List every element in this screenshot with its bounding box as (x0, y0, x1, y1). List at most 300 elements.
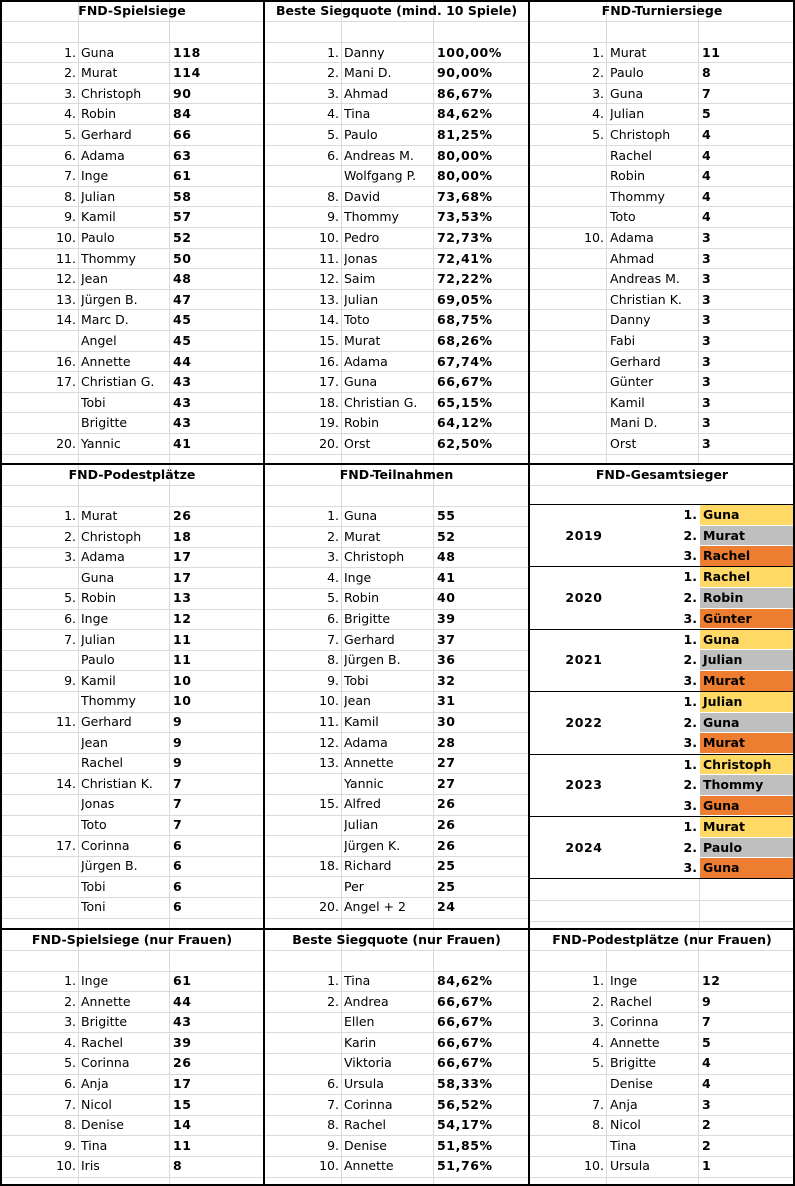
place-rank: 2. (683, 714, 697, 730)
season-year: 2022 (565, 714, 603, 730)
season-year: 2023 (565, 777, 603, 793)
winner-name: Murat (700, 817, 794, 837)
panel-border (0, 928, 795, 930)
rank-cell (2, 815, 76, 835)
player-name: Orst (344, 435, 371, 451)
rank-cell: 1. (64, 973, 76, 988)
player-name: Gerhard (81, 714, 132, 729)
stat-value: 31 (437, 693, 456, 709)
stat-value: 17 (173, 1076, 192, 1091)
season-year: 2024 (565, 839, 603, 855)
rank-cell: 14. (56, 775, 76, 791)
player-name: Julian (81, 631, 116, 647)
grid-line (529, 950, 795, 951)
rank-cell (266, 1033, 339, 1053)
player-name: Ahmad (610, 250, 655, 266)
stat-value: 3 (702, 312, 712, 328)
rank-cell: 5. (592, 1055, 604, 1071)
rank-cell (531, 146, 604, 166)
stat-value: 30 (437, 714, 456, 729)
player-name: Paulo (610, 65, 644, 81)
place-rank: 3. (683, 797, 697, 813)
stat-value: 63 (173, 147, 192, 163)
player-name: Tina (344, 106, 371, 122)
player-name: Robin (81, 590, 117, 606)
stat-value: 26 (173, 1055, 192, 1071)
player-name: Guna (610, 85, 644, 101)
grid-line (341, 0, 342, 464)
stat-value: 12 (173, 611, 192, 626)
player-name: Tina (81, 1137, 108, 1153)
stat-value: 2 (702, 1137, 712, 1153)
player-name: Andreas M. (344, 147, 414, 163)
stat-value: 54,17% (437, 1117, 493, 1133)
rank-cell: 4. (327, 106, 339, 122)
grid-line (0, 485, 264, 486)
stat-value: 3 (702, 229, 712, 245)
rank-cell: 5. (64, 1055, 76, 1071)
grid-line (0, 21, 264, 22)
player-name: Nicol (610, 1117, 641, 1133)
rank-cell: 6. (327, 147, 339, 163)
rank-cell: 7. (327, 1096, 339, 1112)
year-separator (529, 691, 795, 692)
stat-value: 73,68% (437, 188, 493, 204)
stat-value: 36 (437, 652, 456, 668)
place-rank: 3. (683, 610, 697, 626)
player-name: Toto (610, 209, 636, 225)
stat-value: 3 (702, 415, 712, 431)
rank-cell: 5. (64, 126, 76, 142)
player-name: Brigitte (81, 415, 128, 431)
grid-line (529, 1177, 795, 1178)
stat-value: 51,76% (437, 1158, 493, 1174)
player-name: Mani D. (610, 415, 658, 431)
stat-value: 68,75% (437, 312, 493, 328)
rank-cell (266, 877, 339, 897)
panel-title-podestplaetze-frauen: FND-Podestplätze (nur Frauen) (552, 932, 772, 947)
winner-name: Guna (700, 505, 794, 525)
stat-value: 66,67% (437, 1034, 493, 1050)
rank-cell: 17. (319, 374, 339, 390)
player-name: Guna (344, 374, 378, 390)
player-name: Tobi (81, 394, 106, 410)
rank-cell: 16. (56, 353, 76, 369)
stat-value: 44 (173, 353, 192, 369)
rank-cell: 4. (64, 106, 76, 122)
stat-value: 25 (437, 878, 456, 894)
player-name: Christian G. (344, 394, 418, 410)
grid-line (698, 0, 699, 464)
rank-cell: 5. (327, 590, 339, 606)
place-rank: 2. (683, 777, 697, 793)
winner-name: Murat (700, 526, 794, 546)
stat-value: 61 (173, 168, 192, 184)
player-name: Denise (344, 1137, 387, 1153)
stat-value: 58 (173, 188, 192, 204)
rank-cell: 9. (327, 1137, 339, 1153)
place-rank: 1. (683, 569, 697, 585)
stat-value: 81,25% (437, 126, 493, 142)
grid-line (78, 464, 79, 929)
place-rank: 1. (683, 631, 697, 647)
place-rank: 1. (683, 756, 697, 772)
player-name: Corinna (81, 1055, 130, 1071)
stat-value: 65,15% (437, 394, 493, 410)
stat-value: 10 (173, 693, 192, 709)
player-name: Paulo (81, 652, 115, 668)
player-name: Julian (344, 291, 379, 307)
player-name: Annette (81, 993, 131, 1009)
rank-cell: 4. (327, 569, 339, 585)
rank-cell (531, 331, 604, 351)
year-separator (529, 629, 795, 630)
stat-value: 43 (173, 374, 192, 390)
rank-cell: 5. (327, 126, 339, 142)
rank-cell: 11. (56, 714, 76, 729)
rank-cell (2, 733, 76, 753)
panel-title-spielsiege: FND-Spielsiege (78, 3, 186, 18)
rank-cell: 10. (56, 229, 76, 245)
rank-cell: 20. (319, 435, 339, 451)
player-name: Danny (610, 312, 651, 328)
stat-value: 26 (437, 817, 456, 832)
rank-cell: 3. (64, 549, 76, 565)
player-name: Alfred (344, 796, 381, 812)
player-name: Adama (344, 734, 388, 750)
stat-value: 43 (173, 394, 192, 410)
grid-line (0, 918, 264, 919)
player-name: Rachel (344, 1117, 387, 1133)
place-rank: 2. (683, 590, 697, 605)
rank-cell (531, 372, 604, 392)
stat-value: 41 (173, 435, 192, 451)
player-name: Jean (344, 693, 371, 709)
rank-cell: 17. (56, 837, 76, 853)
rank-cell: 15. (319, 332, 339, 348)
stat-value: 66,67% (437, 1014, 493, 1030)
stat-value: 64,12% (437, 415, 493, 431)
player-name: Toto (344, 312, 370, 328)
player-name: Yannic (344, 775, 384, 791)
rank-cell: 6. (64, 1076, 76, 1091)
player-name: Mani D. (344, 65, 392, 81)
winner-name: Guna (700, 713, 794, 733)
player-name: Nicol (81, 1096, 112, 1112)
rank-cell: 18. (319, 858, 339, 874)
player-name: Corinna (81, 837, 130, 853)
stat-value: 6 (173, 899, 183, 915)
rank-cell: 10. (319, 693, 339, 709)
stat-value: 4 (702, 188, 712, 204)
player-name: Adama (81, 147, 125, 163)
rank-cell: 5. (64, 590, 76, 606)
player-name: Jürgen B. (344, 652, 401, 668)
place-rank: 1. (683, 507, 697, 522)
player-name: Thommy (81, 250, 136, 266)
rank-cell (531, 1136, 604, 1156)
rank-cell: 9. (64, 1137, 76, 1153)
player-name: Murat (610, 44, 647, 60)
stat-value: 3 (702, 1096, 712, 1112)
player-name: Julian (610, 106, 645, 122)
season-year: 2020 (565, 590, 603, 605)
player-name: Corinna (344, 1096, 393, 1112)
rank-cell (2, 856, 76, 876)
stat-value: 7 (173, 817, 183, 832)
stat-value: 84,62% (437, 973, 493, 988)
panel-border (528, 0, 530, 1186)
stat-value: 14 (173, 1117, 192, 1133)
stat-value: 45 (173, 332, 192, 348)
player-name: Jonas (344, 250, 378, 266)
grid-line (264, 485, 529, 486)
rank-cell: 3. (327, 85, 339, 101)
stat-value: 3 (702, 374, 712, 390)
stat-value: 8 (702, 65, 712, 81)
grid-line (264, 21, 529, 22)
rank-cell (266, 1053, 339, 1073)
rank-cell (2, 413, 76, 433)
player-name: Adama (344, 353, 388, 369)
player-name: Anja (610, 1096, 638, 1112)
winner-name: Guna (700, 858, 794, 878)
player-name: Kamil (610, 394, 645, 410)
player-name: Tobi (81, 878, 106, 894)
panel-border (0, 463, 795, 465)
player-name: Andrea (344, 993, 389, 1009)
stat-value: 27 (437, 775, 456, 791)
stat-value: 52 (173, 229, 192, 245)
rank-cell (2, 753, 76, 773)
stat-value: 7 (173, 796, 183, 812)
rank-cell: 3. (327, 549, 339, 565)
player-name: Pedro (344, 229, 380, 245)
player-name: Brigitte (610, 1055, 657, 1071)
rank-cell (531, 166, 604, 186)
player-name: Ahmad (344, 85, 389, 101)
player-name: Wolfgang P. (344, 168, 417, 184)
player-name: Inge (610, 973, 638, 988)
player-name: David (344, 188, 381, 204)
stat-value: 9 (173, 734, 183, 750)
stat-value: 25 (437, 858, 456, 874)
grid-line (341, 929, 342, 1184)
rank-cell: 8. (327, 1117, 339, 1133)
stat-value: 12 (702, 973, 721, 988)
year-separator (529, 754, 795, 755)
player-name: Orst (610, 435, 637, 451)
panel-border (0, 0, 795, 2)
stat-value: 47 (173, 291, 192, 307)
stat-value: 11 (173, 1137, 192, 1153)
player-name: Annette (81, 353, 131, 369)
rank-cell: 1. (327, 508, 339, 523)
player-name: Christoph (81, 85, 142, 101)
player-name: Jean (81, 271, 108, 287)
player-name: Angel + 2 (344, 899, 406, 915)
player-name: Fabi (610, 332, 636, 348)
stat-value: 3 (702, 353, 712, 369)
place-rank: 3. (683, 673, 697, 688)
player-name: Tina (344, 973, 371, 988)
player-name: Christoph (81, 528, 142, 544)
player-name: Rachel (610, 147, 653, 163)
stat-value: 48 (437, 549, 456, 565)
grid-line (699, 879, 700, 928)
stat-value: 72,73% (437, 229, 493, 245)
stat-value: 68,26% (437, 332, 493, 348)
rank-cell: 1. (64, 508, 76, 523)
winner-name: Murat (700, 733, 794, 753)
stat-value: 26 (173, 508, 192, 523)
rank-cell: 6. (64, 147, 76, 163)
grid-line (433, 464, 434, 929)
rank-cell: 4. (592, 106, 604, 122)
panel-title-spielsiege-frauen: FND-Spielsiege (nur Frauen) (31, 932, 233, 947)
stat-value: 90 (173, 85, 192, 101)
player-name: Corinna (610, 1014, 659, 1030)
player-name: Iris (81, 1158, 100, 1174)
rank-cell: 1. (64, 44, 76, 60)
rank-cell: 6. (327, 611, 339, 626)
rank-cell: 8. (64, 188, 76, 204)
player-name: Robin (81, 106, 117, 122)
stat-value: 7 (702, 1014, 712, 1030)
rank-cell: 13. (319, 755, 339, 771)
stat-value: 6 (173, 858, 183, 874)
rank-cell: 6. (327, 1076, 339, 1091)
year-separator (529, 566, 795, 567)
grid-line (529, 921, 795, 922)
rank-cell: 3. (64, 85, 76, 101)
rank-cell: 7. (64, 1096, 76, 1112)
grid-line (433, 0, 434, 464)
player-name: Thommy (81, 693, 136, 709)
rank-cell: 19. (319, 415, 339, 431)
stat-value: 9 (173, 714, 183, 729)
winner-name: Christoph (700, 755, 794, 775)
rank-cell: 16. (319, 353, 339, 369)
rank-cell: 7. (64, 168, 76, 184)
stat-value: 114 (173, 65, 201, 81)
rank-cell: 11. (319, 714, 339, 729)
stat-value: 3 (702, 332, 712, 348)
year-separator (529, 878, 795, 879)
player-name: Toni (81, 899, 106, 915)
stat-value: 3 (702, 435, 712, 451)
stat-value: 4 (702, 126, 712, 142)
rank-cell: 4. (592, 1034, 604, 1050)
rank-cell (266, 774, 339, 794)
stat-value: 50 (173, 250, 192, 266)
stat-value: 4 (702, 168, 712, 184)
rank-cell: 9. (64, 672, 76, 688)
rank-cell (2, 877, 76, 897)
stat-value: 62,50% (437, 435, 493, 451)
place-rank: 2. (683, 527, 697, 543)
winner-name: Paulo (700, 838, 794, 858)
stat-value: 100,00% (437, 44, 502, 60)
stat-value: 7 (702, 85, 712, 101)
rank-cell: 4. (64, 1034, 76, 1050)
player-name: Gerhard (610, 353, 661, 369)
stat-value: 13 (173, 590, 192, 606)
stat-value: 4 (702, 147, 712, 163)
place-rank: 2. (683, 652, 697, 668)
rank-cell: 11. (56, 250, 76, 266)
player-name: Toto (81, 817, 107, 832)
player-name: Julian (81, 188, 116, 204)
player-name: Karin (344, 1034, 377, 1050)
player-name: Inge (81, 611, 109, 626)
rank-cell (531, 352, 604, 372)
player-name: Angel (81, 332, 117, 348)
stat-value: 11 (173, 652, 192, 668)
stat-value: 52 (437, 528, 456, 544)
rank-cell: 3. (64, 1014, 76, 1030)
stat-value: 72,41% (437, 250, 493, 266)
grid-line (606, 0, 607, 464)
player-name: Kamil (81, 209, 116, 225)
stat-value: 5 (702, 106, 712, 122)
player-name: Murat (81, 508, 118, 523)
stat-value: 43 (173, 415, 192, 431)
rank-cell: 1. (592, 44, 604, 60)
grid-line (529, 485, 795, 486)
rank-cell: 1. (327, 44, 339, 60)
grid-line (264, 1177, 529, 1178)
stat-value: 55 (437, 508, 456, 523)
rank-cell: 15. (319, 796, 339, 812)
player-name: Andreas M. (610, 271, 680, 287)
player-name: Danny (344, 44, 385, 60)
player-name: Ellen (344, 1014, 375, 1030)
stat-value: 61 (173, 973, 192, 988)
stat-value: 2 (702, 1117, 712, 1133)
rank-cell: 5. (592, 126, 604, 142)
stat-value: 24 (437, 899, 456, 915)
player-name: Thommy (610, 188, 665, 204)
stat-value: 90,00% (437, 65, 493, 81)
rank-cell: 7. (327, 631, 339, 647)
year-separator (529, 504, 795, 505)
player-name: Annette (344, 1158, 394, 1174)
place-rank: 3. (683, 860, 697, 876)
grid-line (169, 929, 170, 1184)
grid-line (0, 950, 264, 951)
place-rank: 1. (683, 694, 697, 710)
rank-cell: 20. (319, 899, 339, 915)
stat-value: 17 (173, 569, 192, 585)
stat-value: 72,22% (437, 271, 493, 287)
rank-cell (531, 269, 604, 289)
grid-line (78, 929, 79, 1184)
rank-cell (2, 794, 76, 814)
stat-value: 86,67% (437, 85, 493, 101)
stat-value: 69,05% (437, 291, 493, 307)
player-name: Robin (344, 590, 380, 606)
stat-value: 9 (702, 993, 712, 1009)
rank-cell: 10. (56, 1158, 76, 1174)
rank-cell: 13. (319, 291, 339, 307)
stat-value: 4 (702, 1055, 712, 1071)
player-name: Adama (610, 229, 654, 245)
rank-cell: 10. (319, 229, 339, 245)
rank-cell (531, 187, 604, 207)
stat-value: 3 (702, 291, 712, 307)
winner-name: Julian (700, 650, 794, 670)
